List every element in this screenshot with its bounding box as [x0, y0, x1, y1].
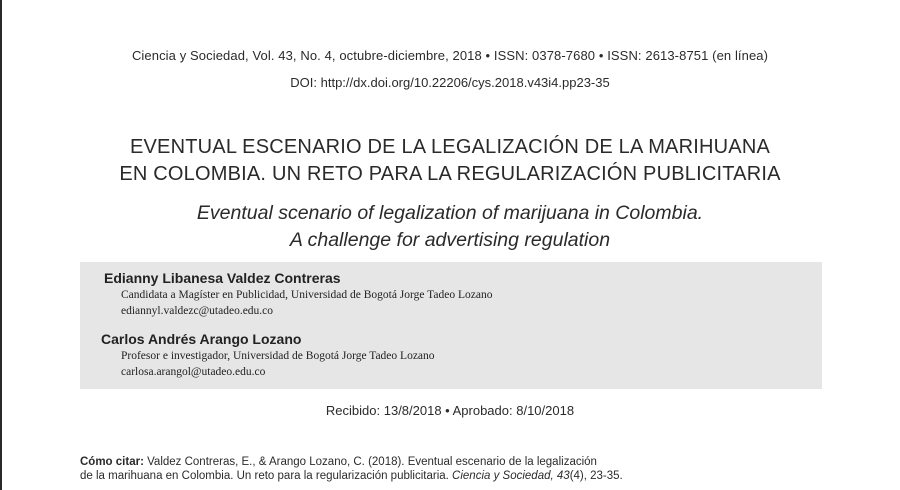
- citation-block: [80, 455, 840, 483]
- title-english: [0, 200, 900, 254]
- citation-line-2: [80, 469, 840, 483]
- doi-line: DOI: http://dx.doi.org/10.22206/cys.2018.v43i4.pp23-35: [290, 75, 610, 90]
- journal-header: Ciencia y Sociedad, Vol. 43, No. 4, octubre-diciembre, 2018 • ISSN: 0378-7680 • ISSN: 2613-8751 (en línea): [131, 48, 769, 63]
- author-email[interactable]: ediannyl.valdezc@utadeo.edu.co: [121, 305, 274, 317]
- received-approved-dates: Recibido: 13/8/2018 • Aprobado: 8/10/2018: [325, 403, 575, 418]
- author-affiliation: Profesor e investigador, Universidad de Bogotá Jorge Tadeo Lozano: [121, 350, 435, 362]
- author-affiliation: Candidata a Magíster en Publicidad, Universidad de Bogotá Jorge Tadeo Lozano: [121, 289, 493, 301]
- author-name: Carlos Andrés Arango Lozano: [101, 331, 302, 347]
- title-spanish: [0, 134, 900, 188]
- citation-text-2a: de la marihuana en Colombia. Un reto para la regularización publicitaria.: [80, 470, 453, 482]
- title-spanish-line-1: EVENTUAL ESCENARIO DE LA LEGALIZACIÓN DE LA MARIHUANA: [129, 136, 771, 158]
- citation-label: Cómo citar:: [80, 456, 144, 468]
- title-english-line-1: Eventual scenario of legalization of marijuana in Colombia.: [196, 202, 704, 224]
- citation-text-1: Valdez Contreras, E., & Arango Lozano, C. (2018). Eventual escenario de la legalización: [143, 456, 597, 468]
- author-email[interactable]: carlosa.arangol@utadeo.edu.co: [121, 366, 266, 378]
- author-name: Edianny Libanesa Valdez Contreras: [104, 270, 341, 286]
- citation-line-1: [80, 455, 840, 469]
- citation-journal: Ciencia y Sociedad, 43: [452, 470, 570, 482]
- author-block: [104, 269, 492, 319]
- title-english-line-2: A challenge for advertising regulation: [289, 229, 611, 251]
- citation-text-2b: (4), 23-35.: [569, 470, 623, 482]
- author-block: [101, 330, 435, 380]
- authors-box: [80, 262, 822, 389]
- title-spanish-line-2: EN COLOMBIA. UN RETO PARA LA REGULARIZACIÓN PUBLICITARIA: [119, 163, 781, 185]
